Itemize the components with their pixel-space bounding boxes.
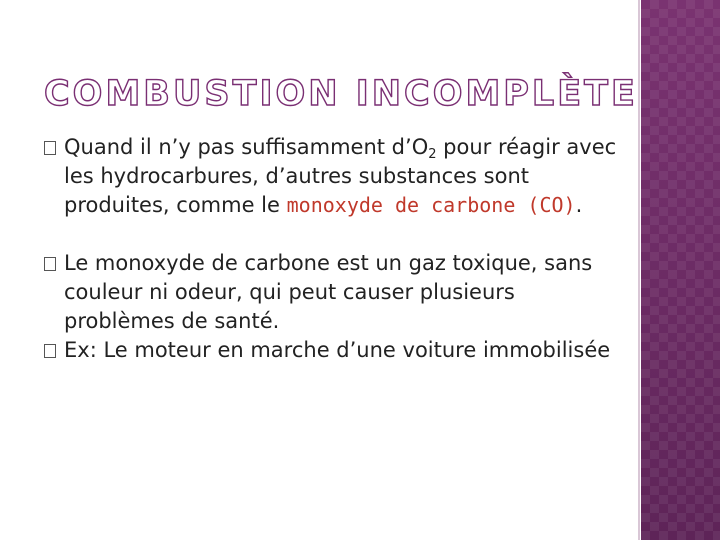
slide-title: COMBUSTION INCOMPLÈTE xyxy=(44,74,638,114)
bullet-list xyxy=(44,133,624,365)
bullet-item-1 xyxy=(44,133,624,220)
bullet-1-text-cont: pour réagir avec les hydrocarbures, d’autres substances sont produites, comme le xyxy=(64,135,617,217)
subscript-2: 2 xyxy=(428,147,437,162)
bullet-square-icon xyxy=(44,344,56,358)
decorative-side-band xyxy=(641,0,720,540)
bullet-item-3 xyxy=(44,336,624,365)
bullet-item-2 xyxy=(44,249,624,336)
bullet-1-text: Quand il n’y pas suffisamment d’O xyxy=(64,135,429,159)
bullet-square-icon xyxy=(44,257,56,271)
bullet-2-text: Le monoxyde de carbone est un gaz toxique, sans couleur ni odeur, qui peut causer plusieurs problèmes de santé. xyxy=(64,251,593,333)
bullet-1-end: . xyxy=(575,193,583,217)
side-divider xyxy=(638,0,640,540)
highlight-term: monoxyde de carbone (CO) xyxy=(286,193,576,217)
bullet-3-text: Ex: Le moteur en marche d’une voiture immobilisée xyxy=(64,338,611,362)
bullet-square-icon xyxy=(44,141,56,155)
